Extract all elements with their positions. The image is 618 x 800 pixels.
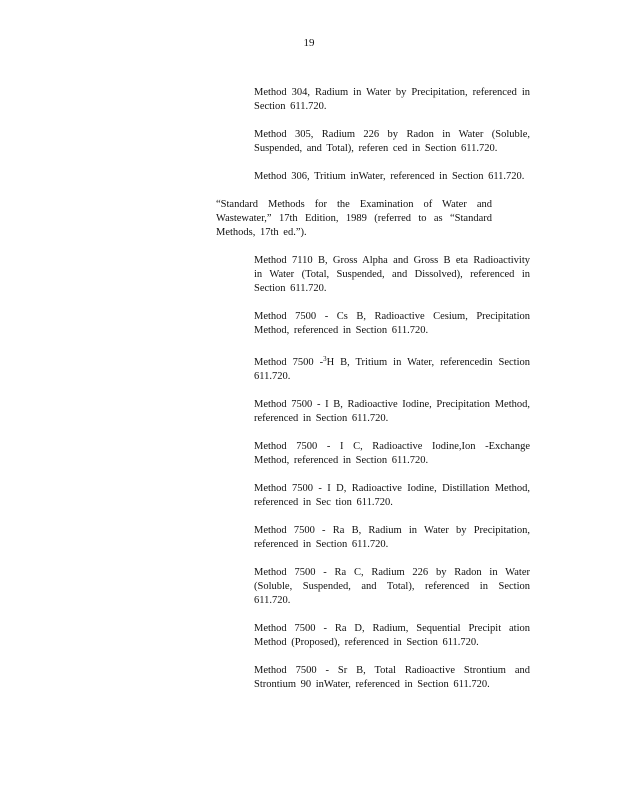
method-7500-sr-b-reference: Method 7500 - Sr B, Total Radioactive Strontium and Strontium 90 inWater, referenced in Section 611.720.	[254, 665, 530, 690]
method-304-reference: Method 304, Radium in Water by Precipitation, referenced in Section 611.720.	[254, 87, 530, 112]
superscript-3: 3	[323, 355, 327, 363]
document-body	[0, 86, 618, 706]
method-7500-ra-d-reference: Method 7500 - Ra D, Radium, Sequential Precipit ation Method (Proposed), referenced in Section 611.720.	[254, 623, 530, 648]
page-number: 19	[303, 37, 315, 49]
method-7500-ra-b-reference: Method 7500 - Ra B, Radium in Water by Precipitation, referenced in Section 611.720.	[254, 525, 530, 550]
method-7500-i-c-reference: Method 7500 - I C, Radioactive Iodine,Ion -Exchange Method, referenced in Section 611.720.	[254, 441, 530, 466]
method-7500-3h-b-reference	[254, 352, 530, 384]
method-7500-3h-b-suffix: H B, Tritium in Water, referencedin Section 611.720.	[254, 357, 530, 382]
standard-methods-heading: “Standard Methods for the Examination of Water and Wastewater,” 17th Edition, 1989 (referred to as “Standard Methods, 17th ed.”).	[216, 199, 492, 238]
method-305-reference: Method 305, Radium 226 by Radon in Water (Soluble, Suspended, and Total), referen ced in Section 611.720.	[254, 129, 530, 154]
method-7500-cs-b-reference: Method 7500 - Cs B, Radioactive Cesium, Precipitation Method, referenced in Section 611.720.	[254, 311, 530, 336]
method-7500-i-b-reference: Method 7500 - I B, Radioactive Iodine, Precipitation Method, referenced in Section 611.720.	[254, 399, 530, 424]
method-7110b-reference: Method 7110 B, Gross Alpha and Gross B eta Radioactivity in Water (Total, Suspended, and Dissolved), referenced in Section 611.720.	[254, 255, 530, 294]
method-7500-3h-b-prefix: Method 7500 -	[254, 357, 324, 368]
method-7500-i-d-reference: Method 7500 - I D, Radioactive Iodine, Distillation Method, referenced in Sec tion 611.720.	[254, 483, 530, 508]
method-306-reference: Method 306, Tritium inWater, referenced in Section 611.720.	[254, 171, 525, 182]
method-7500-ra-c-reference: Method 7500 - Ra C, Radium 226 by Radon in Water (Soluble, Suspended, and Total), referenced in Section 611.720.	[254, 567, 530, 606]
